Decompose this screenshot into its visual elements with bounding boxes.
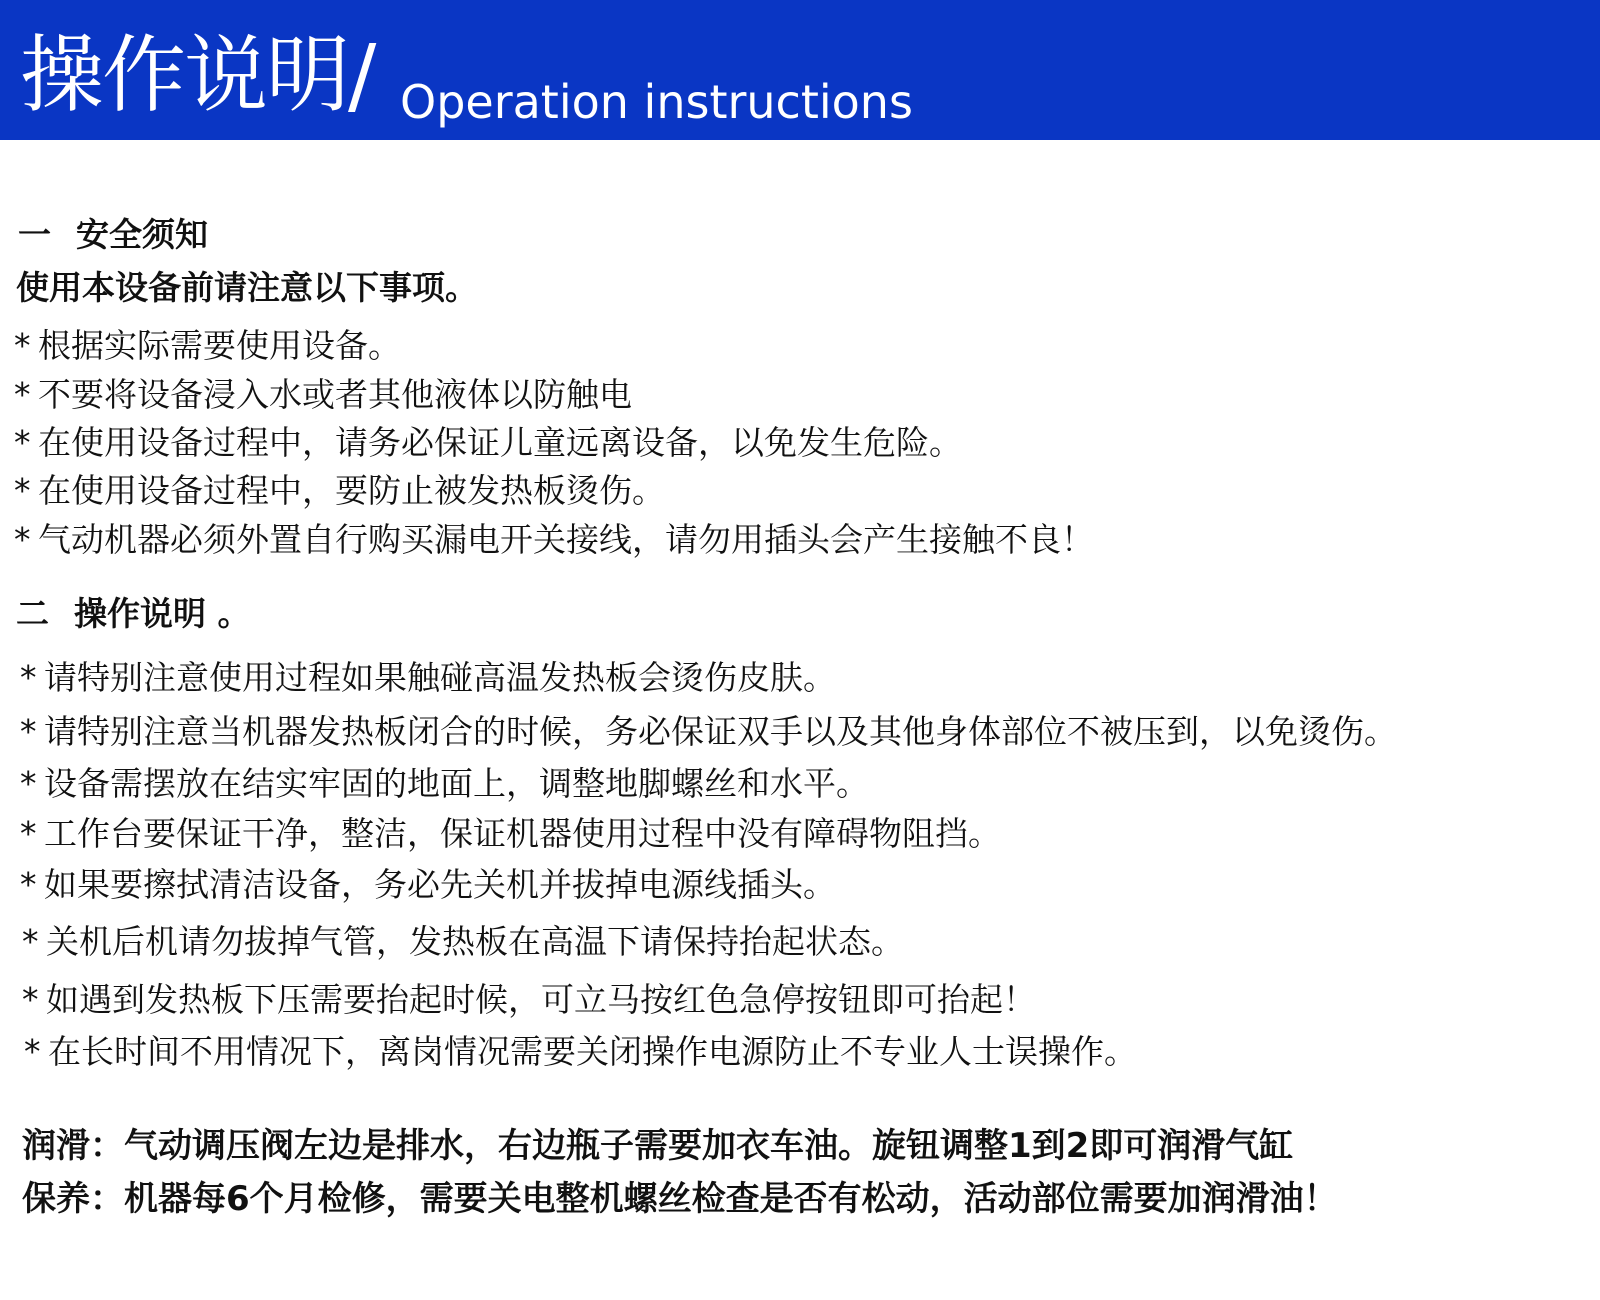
header-banner <box>0 0 1600 140</box>
bullet: * <box>14 520 31 559</box>
section-title: 安全须知 <box>76 215 208 254</box>
bullet: * <box>24 1032 41 1071</box>
bullet: * <box>20 865 37 904</box>
list-item <box>14 375 632 415</box>
bullet: * <box>22 980 39 1019</box>
list-item <box>14 423 962 463</box>
section-title: 操作说明 。 <box>74 594 251 633</box>
list-item <box>20 658 836 698</box>
bullet: * <box>14 326 31 365</box>
section-number: 二 <box>16 594 49 633</box>
bullet: * <box>14 471 31 510</box>
lubrication-note: 润滑：气动调压阀左边是排水，右边瓶子需要加衣车油。旋钮调整1到2即可润滑气缸 <box>22 1126 1294 1166</box>
list-item <box>24 1032 1137 1072</box>
list-item <box>14 326 401 366</box>
list-item-text: 在使用设备过程中，请务必保证儿童远离设备，以免发生危险。 <box>38 423 962 462</box>
section-heading-operation <box>16 594 251 634</box>
section-heading-safety <box>18 215 208 255</box>
list-item-text: 不要将设备浸入水或者其他液体以防触电 <box>38 375 632 414</box>
bullet: * <box>14 375 31 414</box>
list-item-text: 如遇到发热板下压需要抬起时候，可立马按红色急停按钮即可抬起！ <box>46 980 1036 1019</box>
list-item-text: 设备需摆放在结实牢固的地面上，调整地脚螺丝和水平。 <box>44 764 869 803</box>
list-item-text: 如果要擦拭清洁设备，务必先关机并拔掉电源线插头。 <box>44 865 836 904</box>
list-item <box>14 520 1094 560</box>
bullet: * <box>22 922 39 961</box>
section-number: 一 <box>18 215 51 254</box>
list-item <box>20 764 869 804</box>
list-item <box>22 922 904 962</box>
bullet: * <box>20 764 37 803</box>
list-item-text: 气动机器必须外置自行购买漏电开关接线，请勿用插头会产生接触不良！ <box>38 520 1094 559</box>
bullet: * <box>20 712 37 751</box>
list-item-text: 请特别注意使用过程如果触碰高温发热板会烫伤皮肤。 <box>44 658 836 697</box>
list-item-text: 工作台要保证干净，整洁，保证机器使用过程中没有障碍物阻挡。 <box>44 814 1001 853</box>
bullet: * <box>20 814 37 853</box>
bullet: * <box>20 658 37 697</box>
bullet: * <box>14 423 31 462</box>
maintenance-note: 保养：机器每6个月检修，需要关电整机螺丝检查是否有松动，活动部位需要加润滑油！ <box>22 1179 1338 1219</box>
list-item <box>14 471 665 511</box>
list-item-text: 在长时间不用情况下，离岗情况需要关闭操作电源防止不专业人士误操作。 <box>48 1032 1137 1071</box>
list-item <box>22 980 1036 1020</box>
list-item-text: 根据实际需要使用设备。 <box>38 326 401 365</box>
list-item-text: 在使用设备过程中，要防止被发热板烫伤。 <box>38 471 665 510</box>
list-item-text: 关机后机请勿拔掉气管，发热板在高温下请保持抬起状态。 <box>46 922 904 961</box>
list-item-text: 请特别注意当机器发热板闭合的时候，务必保证双手以及其他身体部位不被压到，以免烫伤。 <box>44 712 1397 751</box>
list-item <box>20 865 836 905</box>
page-title: 操作说明/ <box>20 26 375 124</box>
list-item <box>20 712 1397 752</box>
page-subtitle-english: Operation instructions <box>400 75 913 129</box>
list-item <box>20 814 1001 854</box>
section-subtitle: 使用本设备前请注意以下事项。 <box>16 268 478 307</box>
